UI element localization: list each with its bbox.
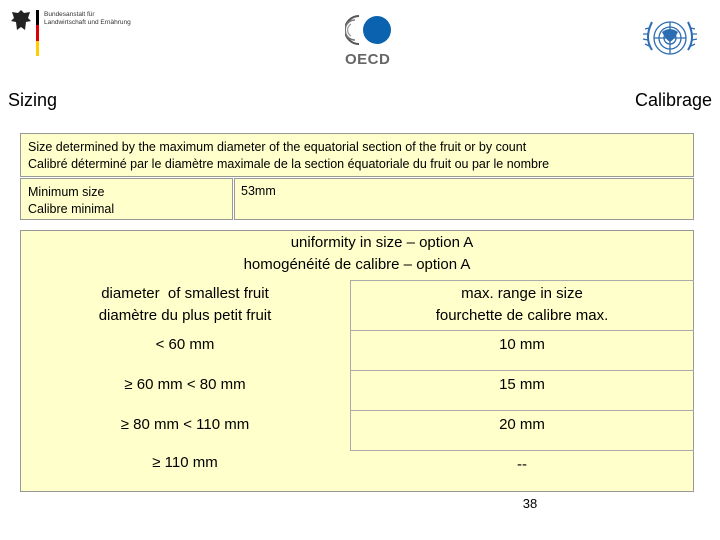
ministry-line1: Bundesanstalt für (44, 11, 95, 18)
definition-box (20, 133, 694, 177)
federal-eagle-icon (10, 8, 32, 34)
minimum-size-value-box (234, 178, 694, 220)
table-line (350, 330, 694, 331)
minimum-size-label-fr: Calibre minimal (28, 202, 115, 216)
column-header-diameter (20, 283, 350, 327)
table-row-4-diameter: ≥ 110 mm (152, 454, 218, 471)
table-line (350, 370, 694, 371)
table-row-3-diameter: ≥ 80 mm < 110 mm (120, 416, 250, 433)
minimum-size-label-en: Minimum size (28, 185, 105, 199)
table-row-3-range: 20 mm (499, 416, 545, 433)
un-emblem-icon (640, 10, 700, 66)
minimum-size-label-box (20, 178, 233, 220)
un-logo (640, 10, 700, 66)
page-number: 38 (522, 496, 538, 511)
column-header-range-en: max. range in size (461, 285, 583, 302)
table-line (350, 410, 694, 411)
table-line (350, 280, 694, 281)
german-flag (36, 10, 39, 56)
title-sizing: Sizing (8, 90, 58, 110)
table-row-1-range: 10 mm (499, 336, 545, 353)
minimum-size-value: 53mm (241, 184, 276, 198)
ministry-name (44, 11, 131, 27)
column-header-diameter-fr: diamètre du plus petit fruit (98, 307, 272, 324)
uniformity-title-fr: homogénéité de calibre – option A (243, 256, 471, 273)
definition-en: Size determined by the maximum diameter of the equatorial section of the fruit or by count (28, 140, 527, 154)
uniformity-title (20, 230, 694, 280)
column-header-range (350, 283, 694, 327)
uniformity-title-en: uniformity in size – option A (290, 234, 474, 251)
table-row-2-range: 15 mm (499, 376, 545, 393)
bmel-logo (10, 8, 140, 52)
table-row-2-diameter: ≥ 60 mm < 80 mm (124, 376, 246, 393)
table-row-4-range: -- (517, 456, 527, 473)
oecd-emblem-icon (345, 12, 400, 48)
ministry-line2: Landwirtschaft und Ernährung (44, 19, 131, 26)
oecd-logo (345, 12, 400, 68)
table-line (350, 450, 694, 451)
column-header-diameter-en: diameter of smallest fruit (101, 285, 269, 302)
definition-fr: Calibré déterminé par le diamètre maximale de la section équatoriale du fruit ou par le nombre (28, 157, 550, 171)
table-row-1-diameter: < 60 mm (155, 336, 215, 353)
column-header-range-fr: fourchette de calibre max. (435, 307, 609, 324)
oecd-label: OECD (345, 51, 391, 68)
title-calibrage: Calibrage (634, 90, 712, 110)
